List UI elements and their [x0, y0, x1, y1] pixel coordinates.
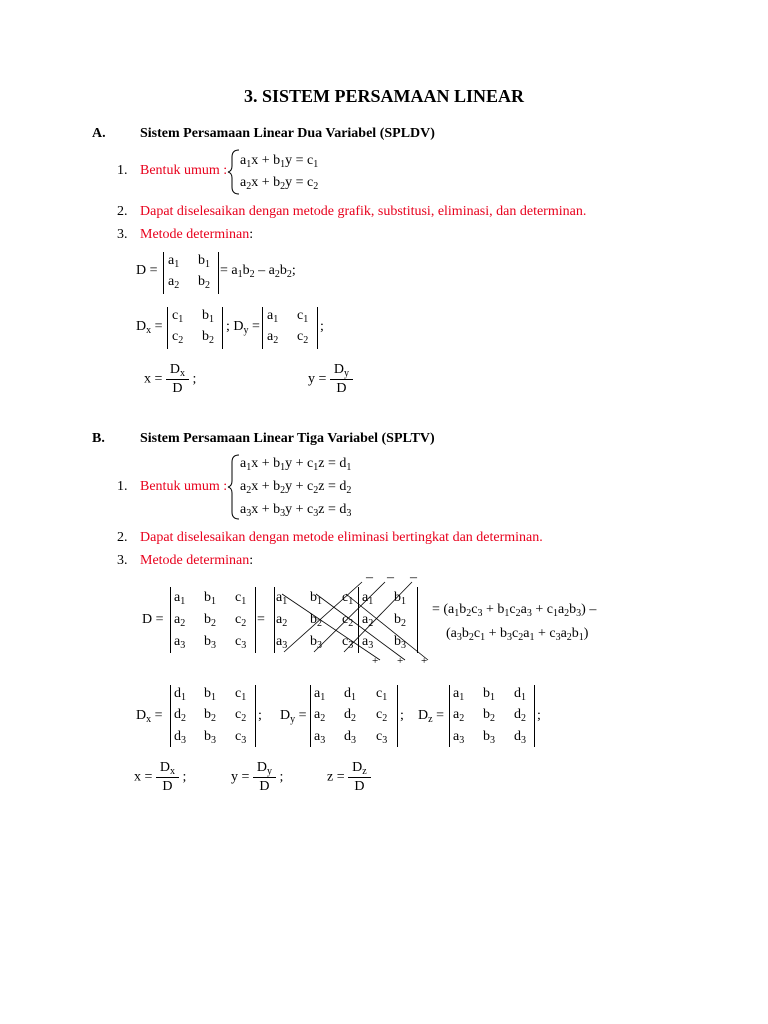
a-y-fraction: y = $\frac{D_y}{D}$	[308, 362, 353, 397]
b-D-matrix: $a_1$ $b_1$ $c_1$ $a_2$ $b_2$ $c_2$ $a_3$ $b_3$ $c_3$	[170, 587, 256, 653]
sarrus-plus-1: +	[372, 655, 379, 667]
a-item1-num: 1.	[117, 163, 128, 178]
sarrus-minus-3: –	[410, 570, 417, 585]
section-b-heading: Sistem Persamaan Linear Tiga Variabel (SPLTV)	[140, 431, 435, 446]
a-item2-num: 2.	[117, 204, 128, 219]
b-sep-1: ;	[258, 708, 262, 723]
a-Dy-label: ; $D_y$ =	[226, 319, 260, 336]
a-item3-text: Metode determinan:	[140, 227, 254, 242]
a-D-label: D =	[136, 263, 158, 278]
b-Dx-matrix: $d_1$ $b_1$ $c_1$ $d_2$ $b_2$ $c_2$ $d_3$ $b_3$ $c_3$	[170, 685, 256, 747]
b-item3-num: 3.	[117, 553, 128, 568]
a-item1-label: Bentuk umum :	[140, 163, 228, 178]
sarrus-minus-1: –	[366, 570, 373, 585]
b-D-equals: =	[257, 612, 265, 627]
sarrus-minus-2: –	[387, 570, 394, 585]
b-y-fraction: y = $\frac{D_y}{D}$ ;	[231, 760, 284, 794]
a-Dx-matrix: $c_1$ $b_1$ $c_2$ $b_2$	[167, 307, 223, 349]
sarrus-result-line1: = $(a_1b_2c_3 + b_1c_2a_3 + c_1a_2b_3)$ –	[432, 602, 597, 619]
b-eq2: $a_2x + b_2y + c_2z = d_2$	[240, 479, 352, 496]
b-Dz-matrix: $a_1$ $b_1$ $d_1$ $a_2$ $b_2$ $d_2$ $a_3$ $b_3$ $d_3$	[449, 685, 535, 747]
b-Dx-label: $D_x$ =	[136, 708, 163, 725]
a-eq2: $a_2x + b_2y = c_2$	[240, 175, 319, 192]
sarrus-result-line2: $(a_3b_2c_1 + b_3c_2a_1 + c_3a_2b_1)$	[446, 626, 589, 643]
a-eq1: $a_1x + b_1y = c_1$	[240, 153, 319, 170]
b-sep-3: ;	[537, 708, 541, 723]
b-Dy-matrix: $a_1$ $d_1$ $c_1$ $a_2$ $d_2$ $c_2$ $a_3$ $d_3$ $c_3$	[310, 685, 398, 747]
b-eq1: $a_1x + b_1y + c_1z = d_1$	[240, 456, 352, 473]
b-item1-num: 1.	[117, 479, 128, 494]
section-a-heading: Sistem Persamaan Linear Dua Variabel (SPLDV)	[140, 126, 435, 141]
b-D-label: D =	[142, 612, 164, 627]
b-Dz-label: $D_z$ =	[418, 708, 444, 725]
a-D-matrix: $a_1$ $b_1$ $a_2$ $b_2$	[163, 252, 219, 294]
b-x-fraction: x = $\frac{D_x}{D}$ ;	[134, 760, 187, 794]
a-semicolon: ;	[320, 319, 324, 334]
b-item2-num: 2.	[117, 530, 128, 545]
section-a-letter: A.	[92, 126, 106, 141]
b-item2-text: Dapat diselesaikan dengan metode eliminasi bertingkat dan determinan.	[140, 530, 543, 545]
b-sep-2: ;	[400, 708, 404, 723]
a-D-result: = $a_1b_2 - a_2b_2$;	[220, 263, 296, 280]
a-x-fraction: x = $\frac{D_x}{D}$ ;	[144, 362, 197, 396]
a-Dx-label: $D_x$ =	[136, 319, 163, 336]
b-z-fraction: z = $\frac{D_z}{D}$	[327, 760, 371, 795]
a-item2-text: Dapat diselesaikan dengan metode grafik, substitusi, eliminasi, dan determinan.	[140, 204, 587, 219]
sarrus-plus-3: +	[421, 655, 428, 667]
section-b-letter: B.	[92, 431, 105, 446]
page-title: 3. SISTEM PERSAMAAN LINEAR	[244, 86, 525, 106]
b-Dy-label: $D_y$ =	[280, 708, 307, 725]
b-item1-label: Bentuk umum :	[140, 479, 228, 494]
sarrus-plus-2: +	[397, 655, 404, 667]
b-item3-text: Metode determinan:	[140, 553, 254, 568]
a-item3-num: 3.	[117, 227, 128, 242]
a-Dy-matrix: $a_1$ $c_1$ $a_2$ $c_2$	[262, 307, 318, 349]
b-eq3: $a_3x + b_3y + c_3z = d_3$	[240, 502, 352, 519]
